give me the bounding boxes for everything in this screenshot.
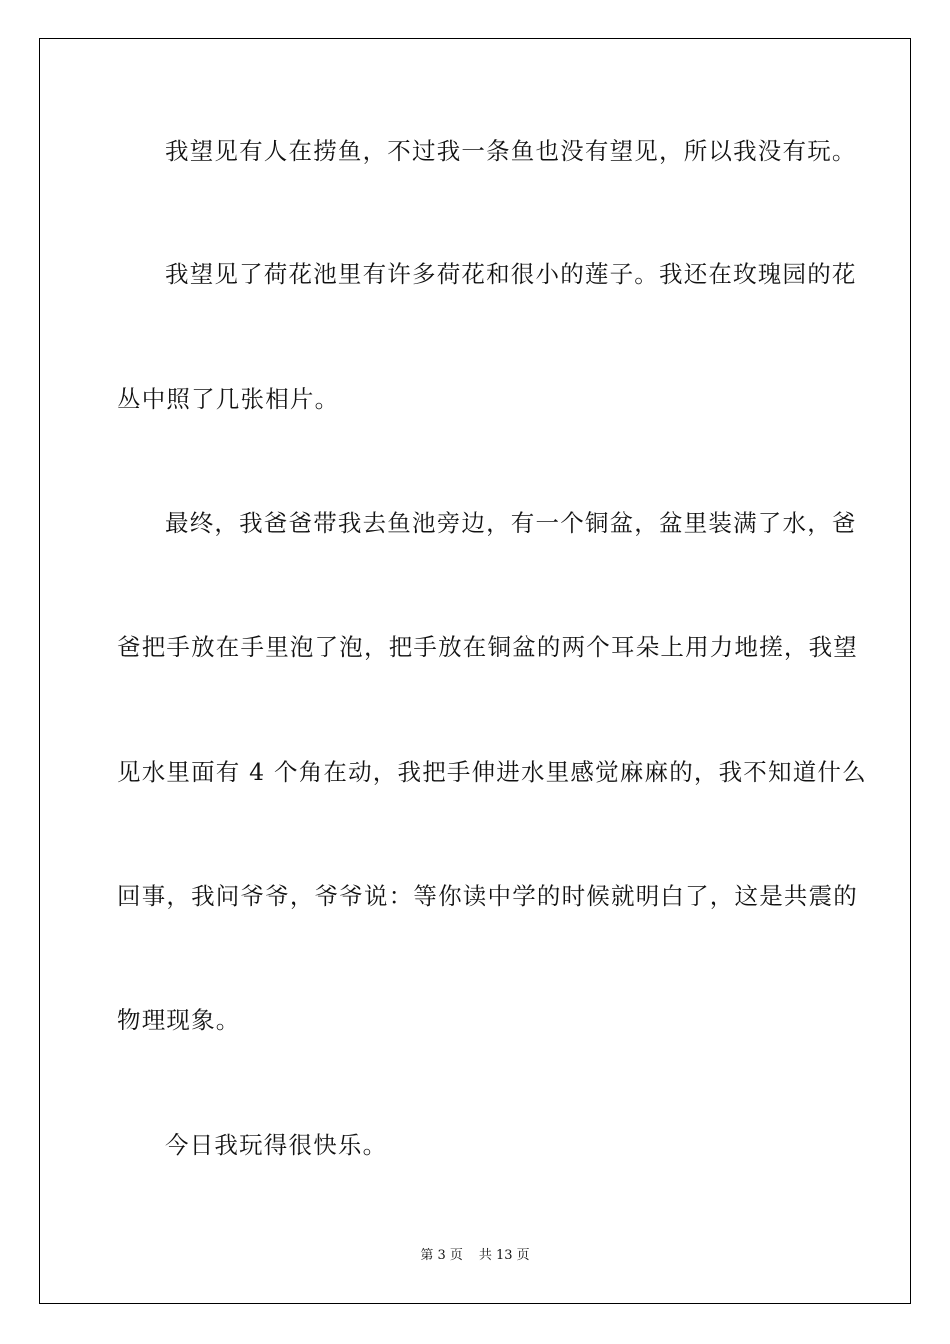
body-line-7: 回事，我问爷爷，爷爷说：等你读中学的时候就明白了，这是共震的 <box>117 882 858 910</box>
page-footer <box>0 1247 950 1265</box>
body-line-6: 见水里面有 4 个角在动，我把手伸进水里感觉麻麻的，我不知道什么 <box>117 758 867 786</box>
body-line-1: 我望见有人在捞鱼，不过我一条鱼也没有望见，所以我没有玩。 <box>165 137 857 165</box>
body-line-8: 物理现象。 <box>117 1006 241 1034</box>
page-number: 第 3 页 <box>420 1248 463 1263</box>
page-border <box>39 38 911 1304</box>
page-total: 共 13 页 <box>478 1248 530 1263</box>
body-line-2: 我望见了荷花池里有许多荷花和很小的莲子。我还在玫瑰园的花 <box>165 260 857 288</box>
body-line-4: 最终，我爸爸带我去鱼池旁边，有一个铜盆，盆里装满了水，爸 <box>165 509 857 537</box>
body-line-3: 丛中照了几张相片。 <box>117 385 340 413</box>
body-line-9: 今日我玩得很快乐。 <box>165 1131 388 1159</box>
body-line-5: 爸把手放在手里泡了泡，把手放在铜盆的两个耳朵上用力地搓，我望 <box>117 633 858 661</box>
